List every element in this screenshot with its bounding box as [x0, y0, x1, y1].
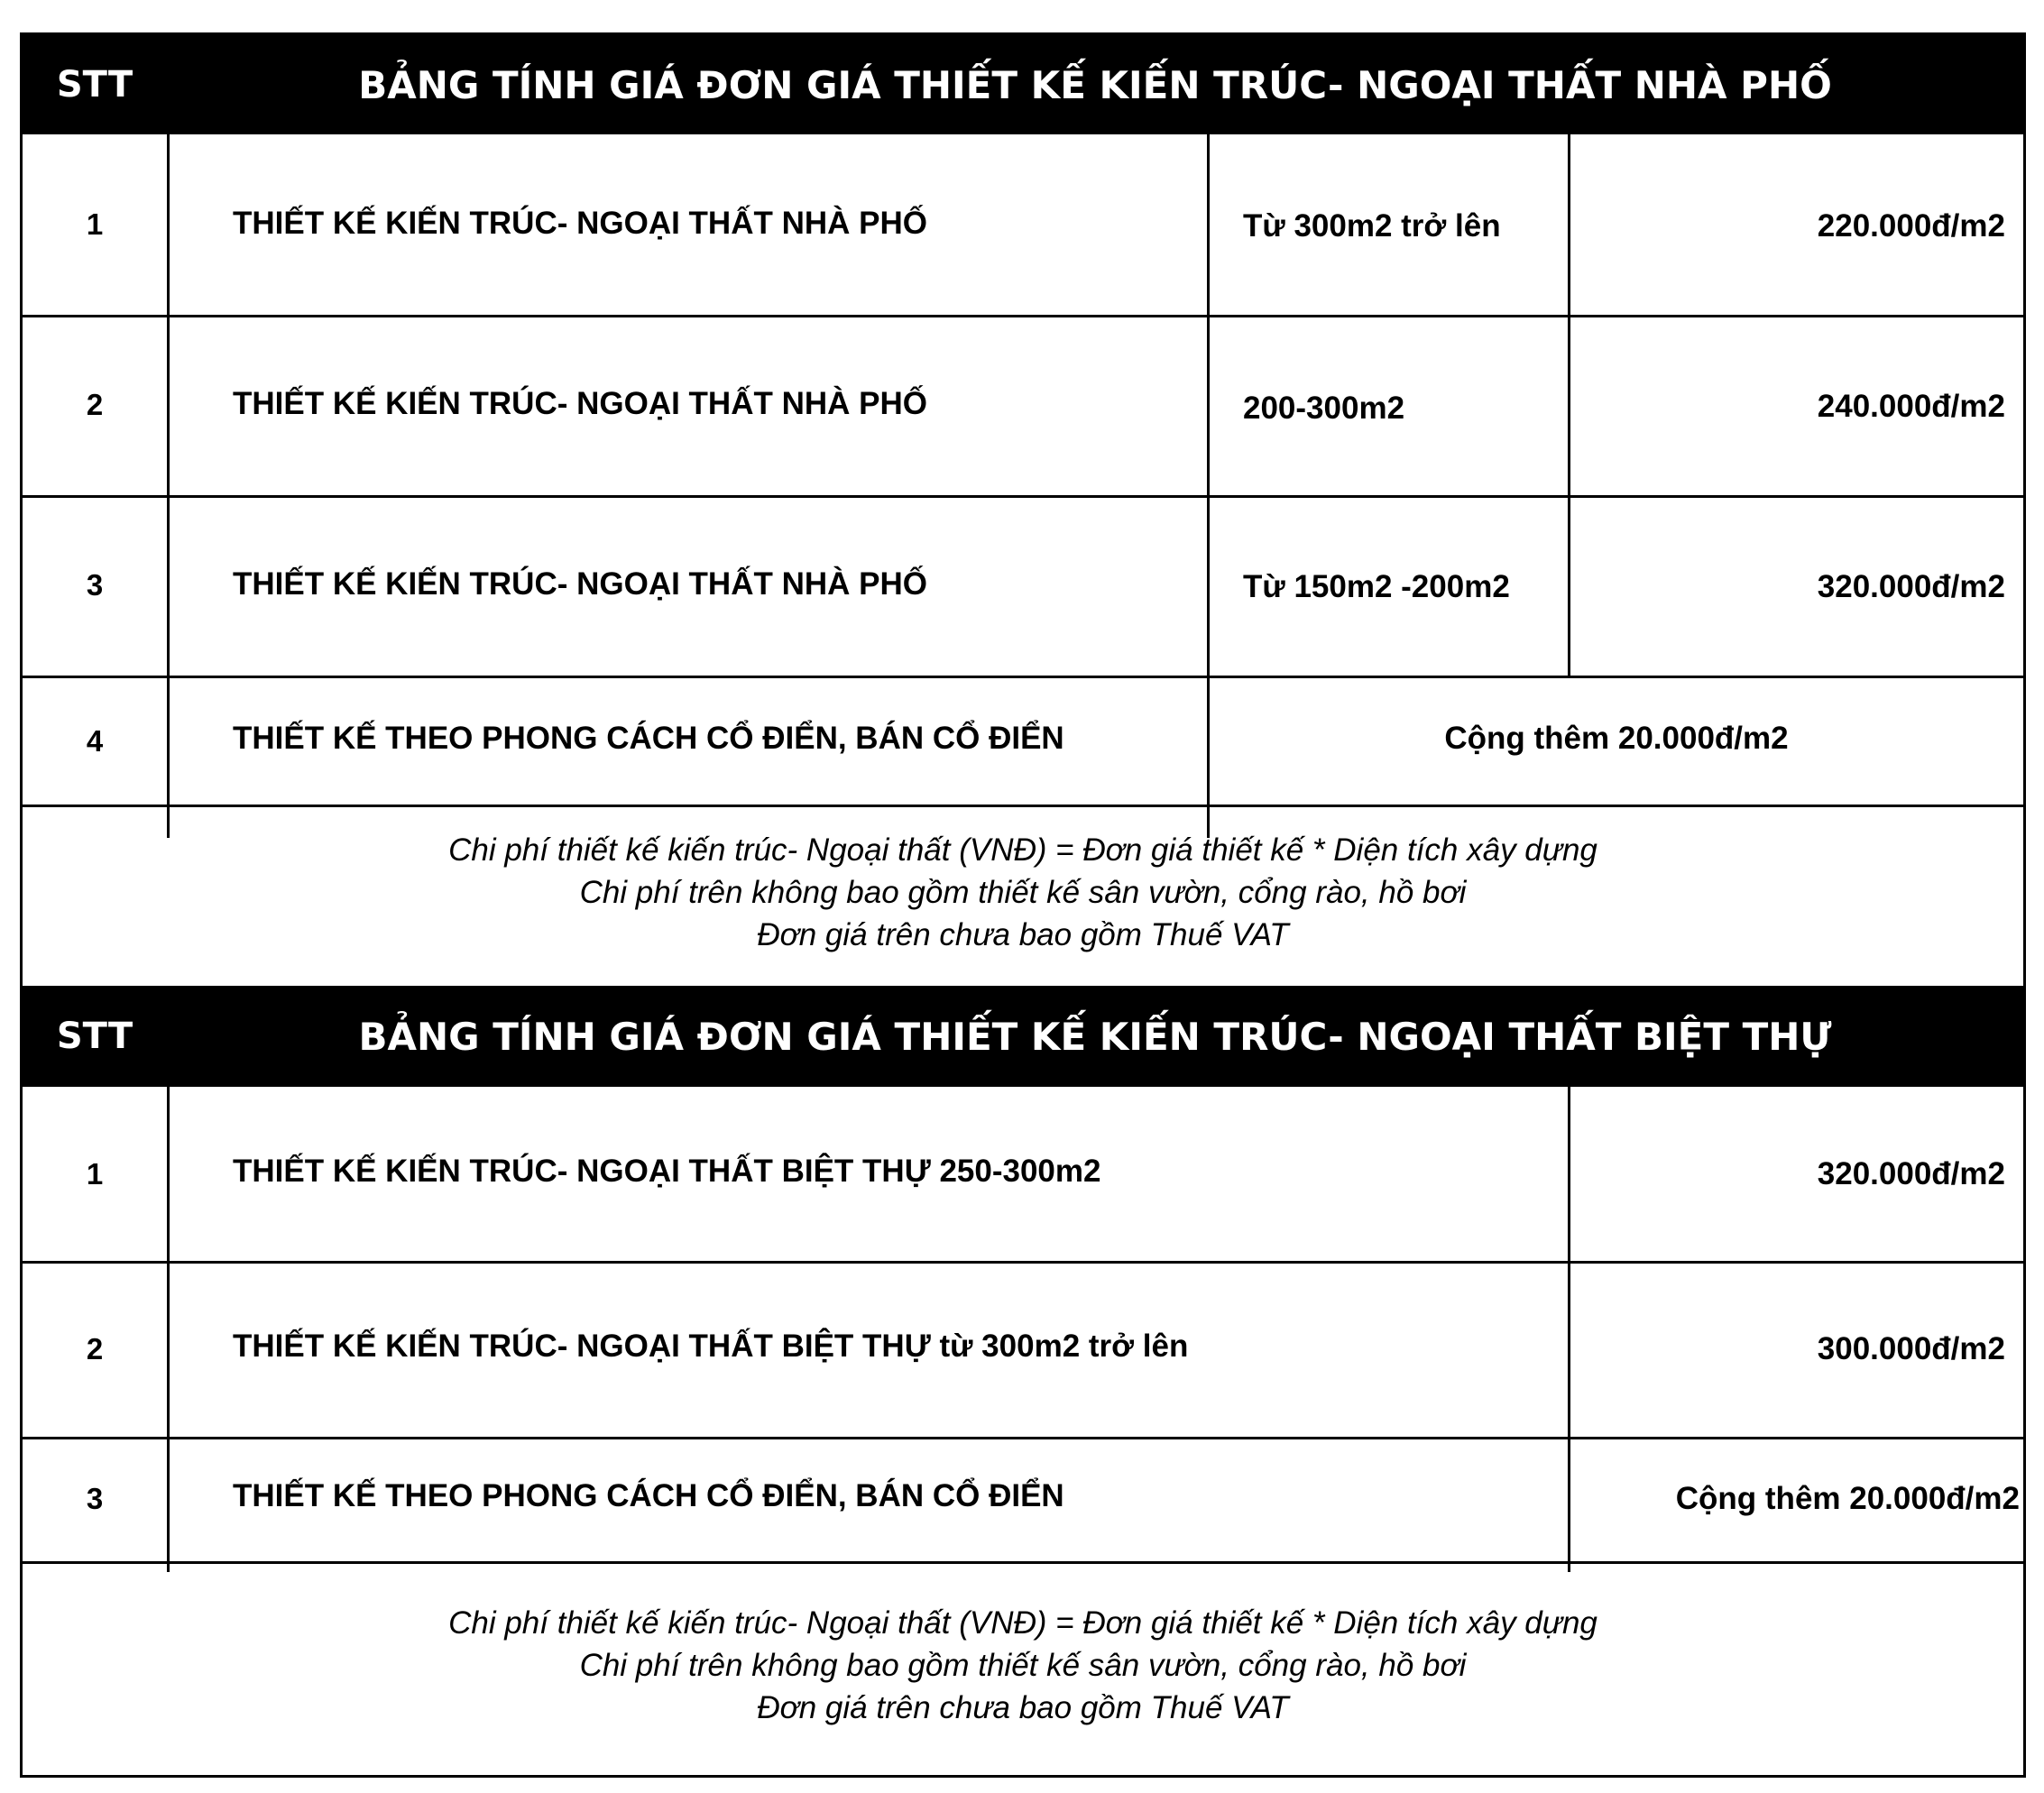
row-price: 320.000đ/m2 — [1817, 1155, 2005, 1191]
row-area: Từ 300m2 trở lên — [1243, 208, 1501, 244]
row-price: 300.000đ/m2 — [1817, 1330, 2005, 1366]
row-item: THIẾT KẾ KIẾN TRÚC- NGOẠI THẤT BIỆT THỰ từ 300m2 trở lên — [233, 1329, 1189, 1364]
note-line: Chi phí thiết kế kiến trúc- Ngoại thất (VNĐ) = Đơn giá thiết kế * Diện tích xây dựng — [448, 832, 1597, 868]
note-line: Đơn giá trên chưa bao gồm Thuế VAT — [757, 1690, 1289, 1725]
row-item: THIẾT KẾ KIẾN TRÚC- NGOẠI THẤT NHÀ PHỐ — [233, 206, 927, 241]
row-area: 200-300m2 — [1243, 391, 1405, 426]
row-price: 320.000đ/m2 — [1817, 569, 2005, 604]
row-price: Cộng thêm 20.000đ/m2 — [1675, 1481, 2020, 1516]
table2-divider-stt — [167, 1087, 170, 1572]
row-price: 240.000đ/m2 — [1817, 389, 2005, 424]
table2-row-divider — [23, 1561, 2023, 1564]
row-item: THIẾT KẾ KIẾN TRÚC- NGOẠI THẤT NHÀ PHỐ — [233, 386, 927, 421]
note-line: Đơn giá trên chưa bao gồm Thuế VAT — [757, 917, 1289, 952]
table2-stt-header: STT — [56, 1016, 134, 1057]
row-number: 1 — [86, 207, 104, 241]
row-price: 220.000đ/m2 — [1817, 208, 2005, 244]
table1-stt-header: STT — [56, 64, 134, 106]
row-item: THIẾT KẾ THEO PHONG CÁCH CỔ ĐIỂN, BÁN CỔ ĐIỂN — [233, 1478, 1064, 1513]
row-number: 2 — [86, 388, 104, 421]
table1-header — [23, 35, 2023, 134]
price-table-frame — [20, 32, 2026, 1778]
row-number: 1 — [86, 1156, 104, 1191]
row-item: THIẾT KẾ KIẾN TRÚC- NGOẠI THẤT NHÀ PHỐ — [233, 566, 927, 602]
row-number: 4 — [86, 723, 104, 758]
row-number: 2 — [86, 1331, 104, 1365]
table1-divider-stt — [167, 134, 170, 838]
table1-title: BẢNG TÍNH GIÁ ĐƠN GIÁ THIẾT KẾ KIẾN TRÚC- NGOẠI THẤT NHÀ PHỐ — [358, 62, 1832, 107]
row-number: 3 — [86, 568, 104, 602]
note-line: Chi phí thiết kế kiến trúc- Ngoại thất (VNĐ) = Đơn giá thiết kế * Diện tích xây dựng — [448, 1605, 1597, 1641]
table2-notes — [23, 1602, 2023, 1729]
table1-row-divider — [23, 805, 2023, 807]
row-number: 3 — [86, 1482, 104, 1515]
row-item: THIẾT KẾ THEO PHONG CÁCH CỔ ĐIỂN, BÁN CỔ ĐIỂN — [233, 721, 1064, 756]
table2-title: BẢNG TÍNH GIÁ ĐƠN GIÁ THIẾT KẾ KIẾN TRÚC- NGOẠI THẤT BIỆT THỰ — [358, 1014, 1832, 1059]
row-extra-price: Cộng thêm 20.000đ/m2 — [1444, 721, 1789, 756]
note-line: Chi phí trên không bao gồm thiết kế sân vườn, cổng rào, hồ bơi — [579, 875, 1467, 910]
table2-header — [23, 986, 2023, 1087]
note-line: Chi phí trên không bao gồm thiết kế sân vườn, cổng rào, hồ bơi — [579, 1648, 1467, 1683]
table1-notes — [23, 829, 2023, 956]
row-area: Từ 150m2 -200m2 — [1243, 569, 1510, 604]
row-item: THIẾT KẾ KIẾN TRÚC- NGOẠI THẤT BIỆT THỰ 250-300m2 — [233, 1154, 1101, 1189]
